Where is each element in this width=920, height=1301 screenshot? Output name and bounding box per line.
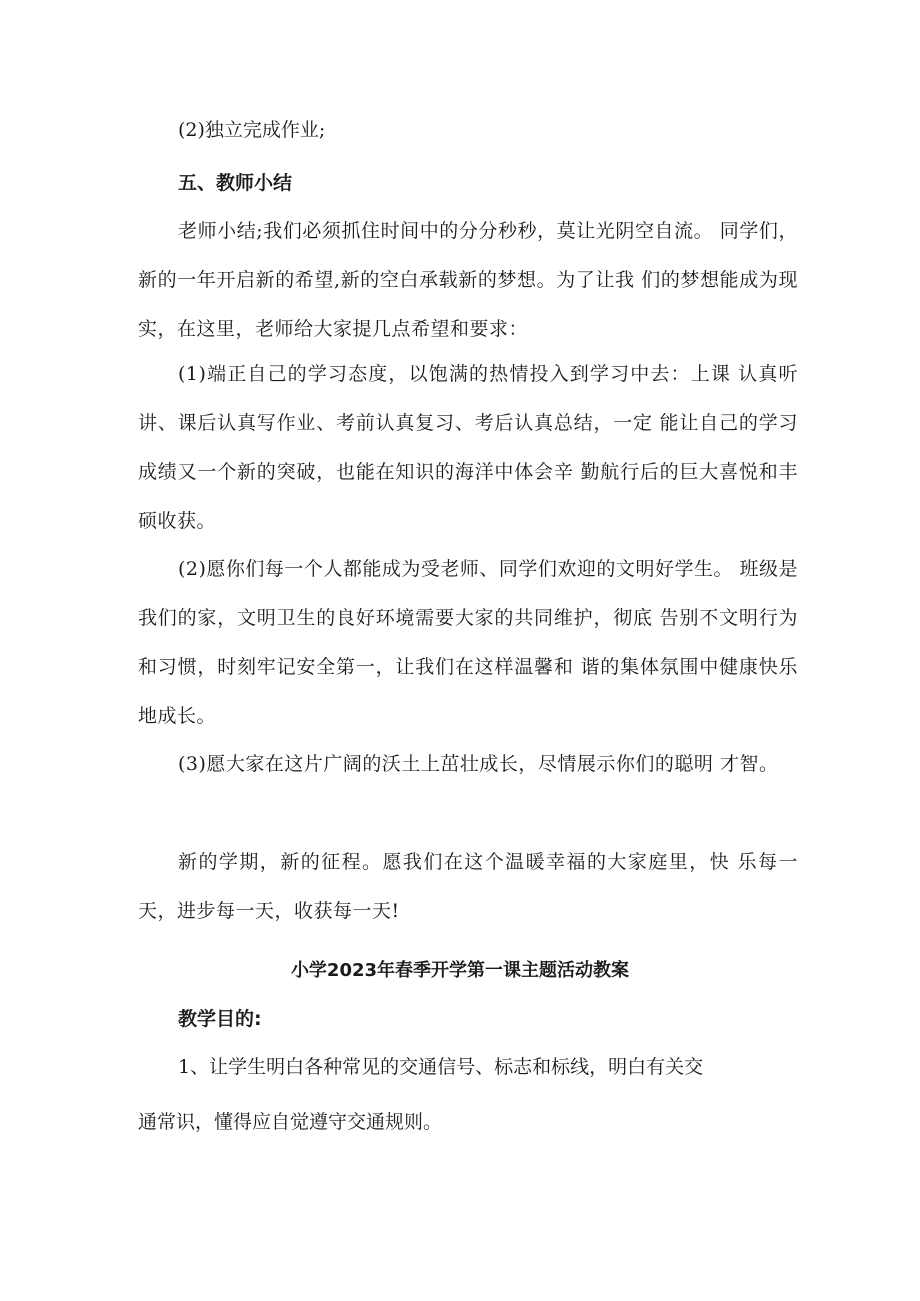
section-five-heading: 五、教师小结 xyxy=(178,172,293,194)
item-independent-homework: (2)独立完成作业; xyxy=(178,119,326,141)
lesson-title: 小学2023年春季开学第一课主题活动教案 xyxy=(290,960,630,981)
closing-paragraph: 新的学期，新的征程。愿我们在这个温暖幸福的大家庭里，快 乐每一天，进步每一天，收获每一天! xyxy=(138,851,798,922)
hope-three-paragraph: (3)愿大家在这片广阔的沃土上茁壮成长，尽情展示你们的聪明 才智。 xyxy=(178,753,779,775)
goal-one-line-2: 通常识，懂得应自觉遵守交通规则。 xyxy=(138,1111,443,1133)
goal-one-line-1: 1、让学生明白各种常见的交通信号、标志和标线，明白有关交 xyxy=(178,1056,704,1078)
hope-one-paragraph: (1)端正自己的学习态度，以饱满的热情投入到学习中去：上课 认真听讲、课后认真写作业、考前认真复习、考后认真总结，一定 能让自己的学习成绩又一个新的突破，也能在知识的海洋中体会辛 勤航行后的巨大喜悦和丰硕收获。 xyxy=(138,363,798,532)
hope-two-paragraph: (2)愿你们每一个人都能成为受老师、同学们欢迎的文明好学生。 班级是我们的家，文明卫生的良好环境需要大家的共同维护，彻底 告别不文明行为和习惯，时刻牢记安全第一，让我们在这样温馨和 谐的集体氛围中健康快乐地成长。 xyxy=(138,558,798,727)
teaching-goal-heading: 教学目的: xyxy=(178,1008,262,1030)
teacher-summary-paragraph: 老师小结;我们必须抓住时间中的分分秒秒，莫让光阴空自流。 同学们，新的一年开启新的希望,新的空白承载新的梦想。为了让我 们的梦想能成为现实，在这里，老师给大家提几点希望和要求： xyxy=(138,220,798,340)
